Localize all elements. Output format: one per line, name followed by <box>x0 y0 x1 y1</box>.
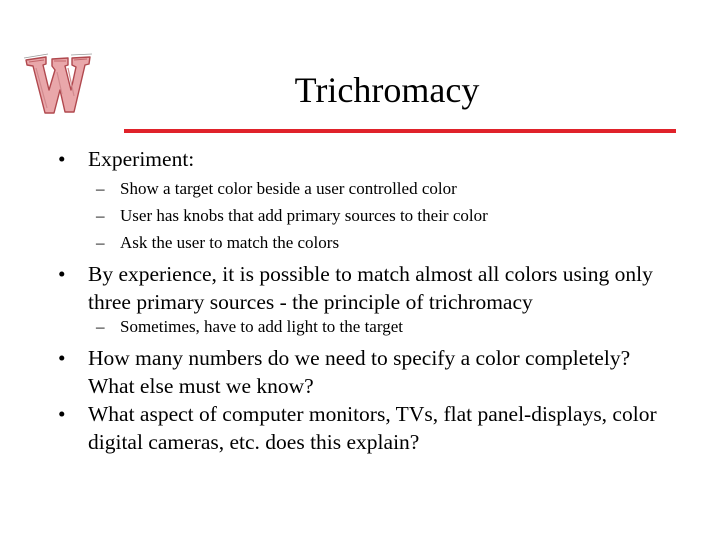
bullet-item <box>58 145 678 173</box>
bullet-text: What aspect of computer monitors, TVs, flat panel-displays, color digital cameras, etc. does this explain? <box>88 402 657 454</box>
sub-bullet-item <box>96 232 339 254</box>
sub-bullet-marker: – <box>96 317 105 336</box>
sub-bullet-text: Ask the user to match the colors <box>120 233 340 252</box>
bullet-marker: • <box>58 402 66 426</box>
slide-title: Trichromacy <box>294 70 480 110</box>
bullet-item <box>58 400 678 456</box>
bullet-item <box>58 260 678 316</box>
sub-bullet-marker: – <box>96 233 105 252</box>
sub-bullet-text: Sometimes, have to add light to the target <box>120 317 403 336</box>
sub-bullet-text: User has knobs that add primary sources to their color <box>120 206 488 225</box>
bullet-text: By experience, it is possible to match almost all colors using only three primary sources - the principle of trichromacy <box>88 262 653 314</box>
bullet-text: Experiment: <box>88 147 195 171</box>
bullet-text: How many numbers do we need to specify a color completely? What else must we know? <box>88 346 631 398</box>
bullet-item <box>58 344 678 400</box>
bullet-marker: • <box>58 346 66 370</box>
bullet-marker: • <box>58 262 66 286</box>
sub-bullet-marker: – <box>96 206 105 225</box>
sub-bullet-item <box>96 178 457 200</box>
sub-bullet-text: Show a target color beside a user controlled color <box>120 179 457 198</box>
sub-bullet-marker: – <box>96 179 105 198</box>
sub-bullet-item <box>96 316 403 338</box>
bullet-marker: • <box>58 147 66 171</box>
sub-bullet-item <box>96 205 488 227</box>
